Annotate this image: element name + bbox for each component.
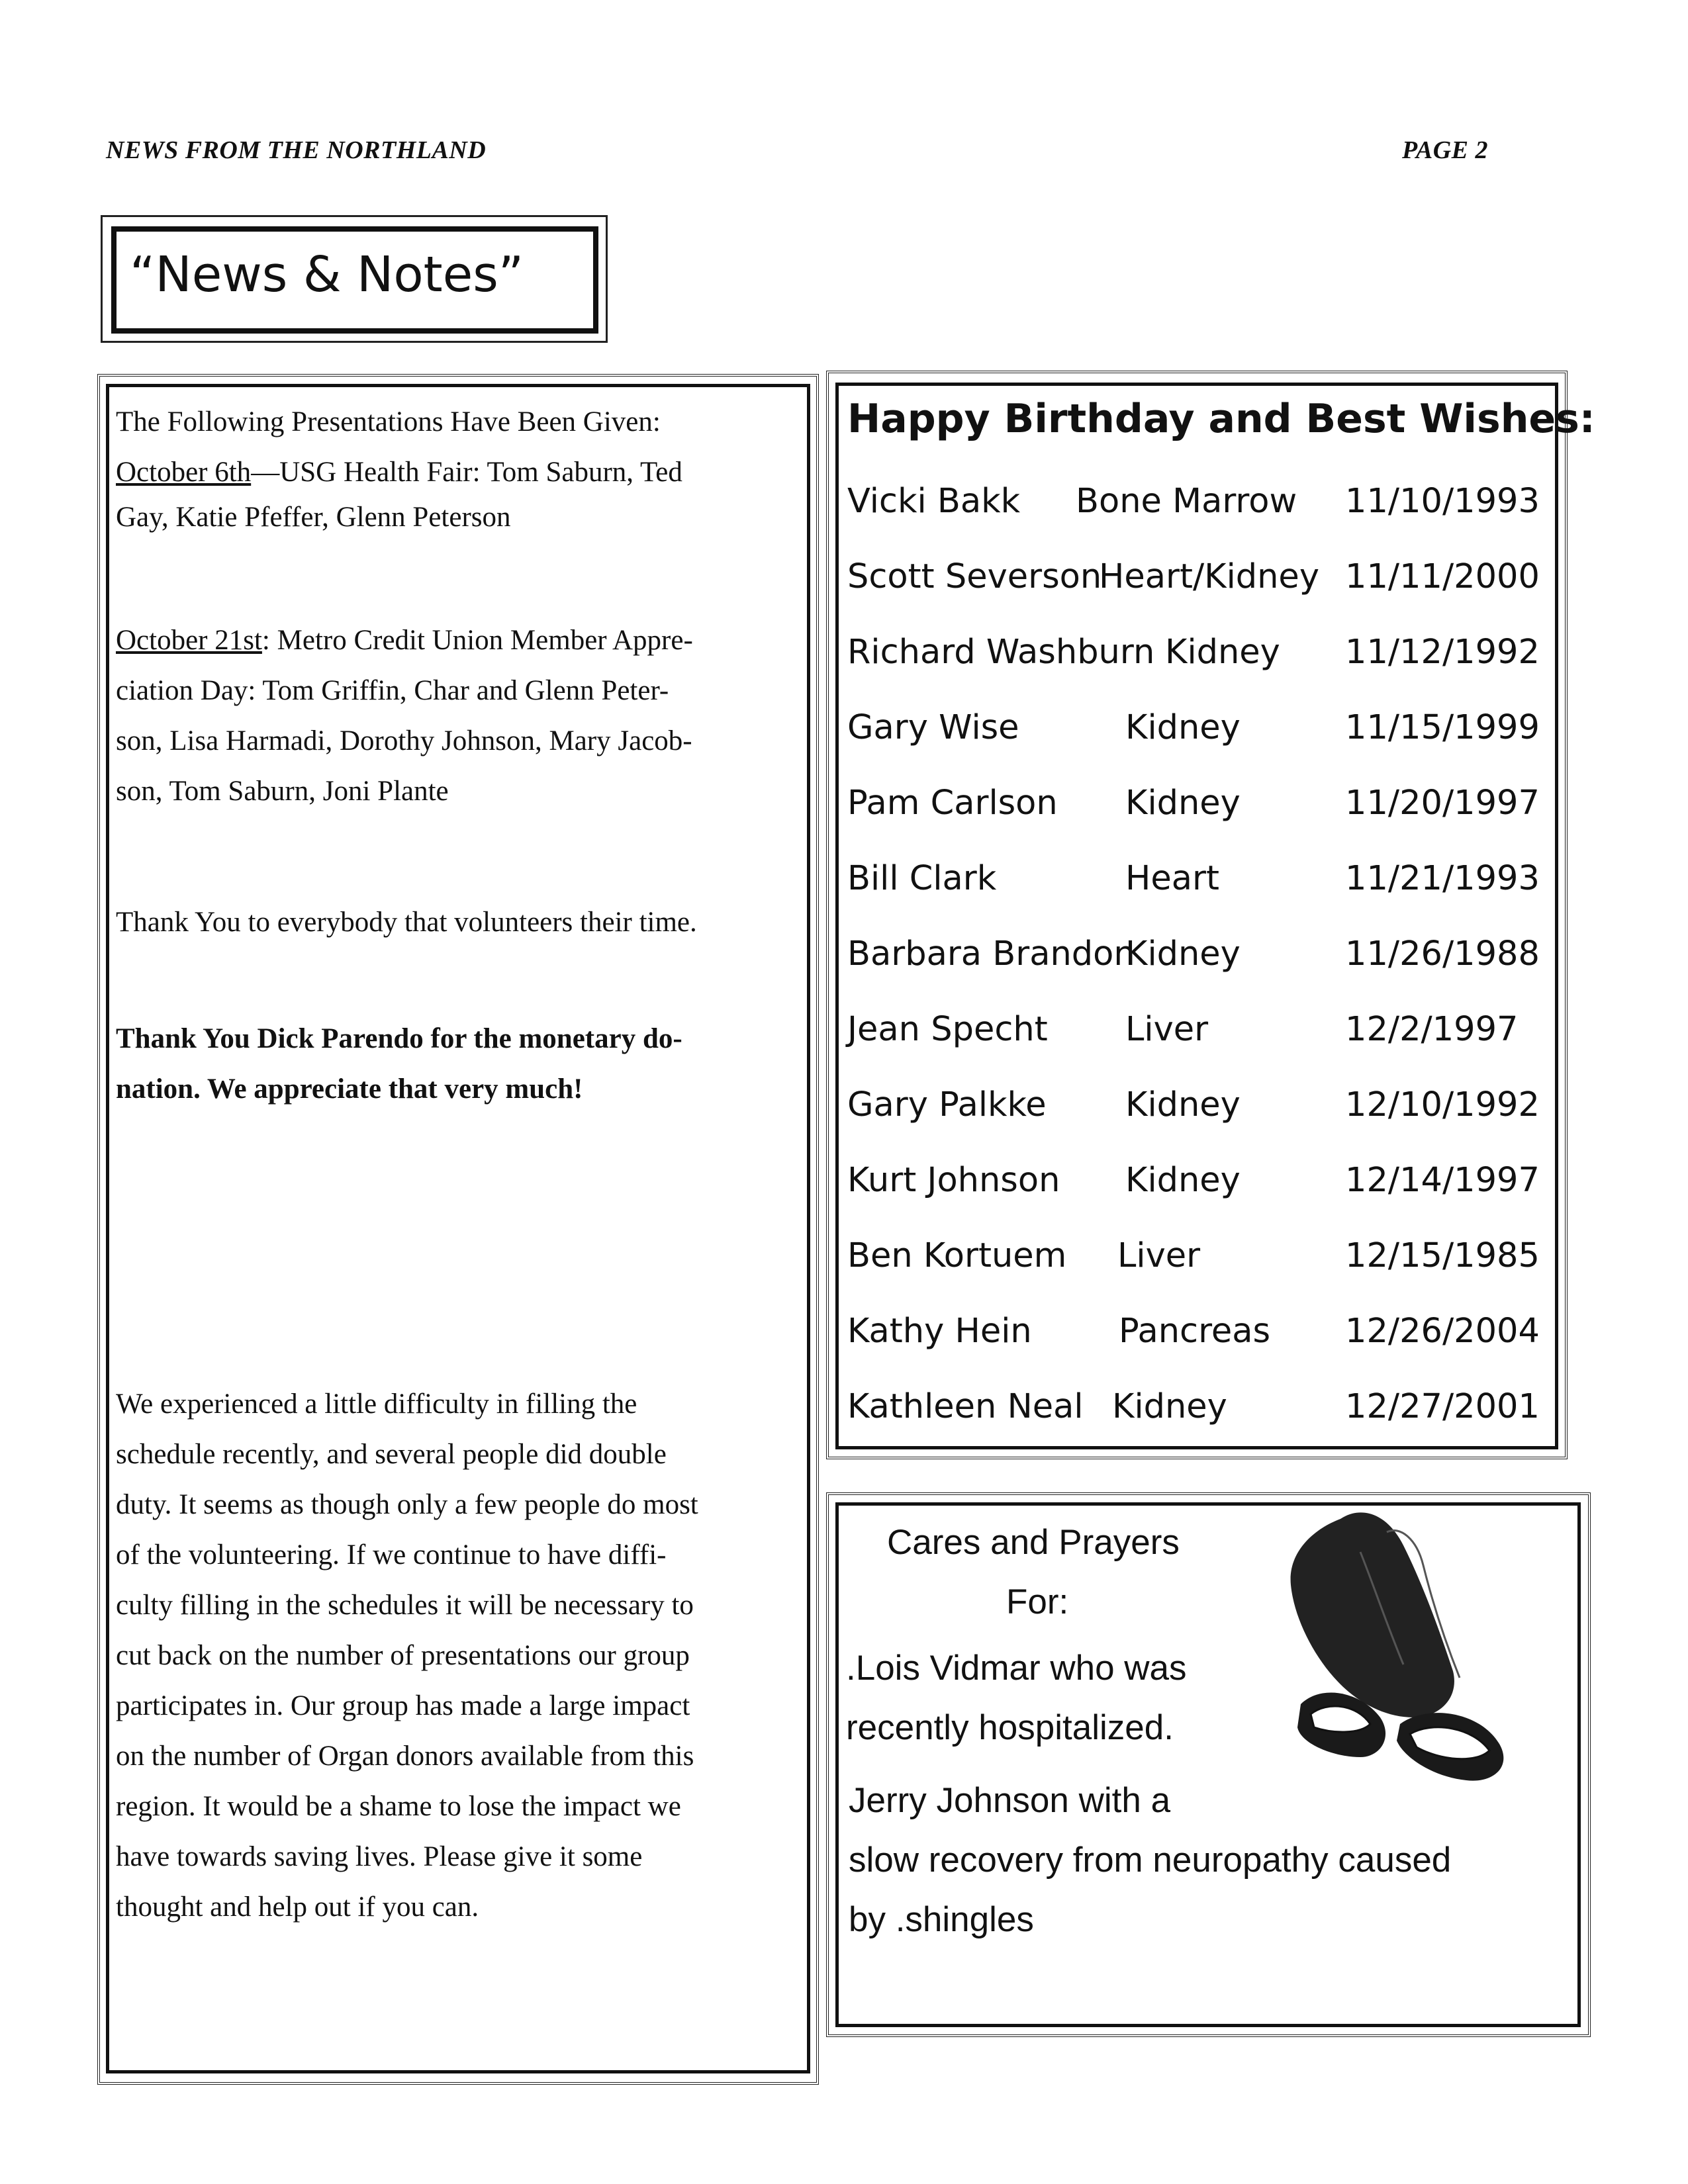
birthday-title: Happy Birthday and Best Wishes:: [847, 396, 1595, 442]
donation-thanks-2: nation. We appreciate that very much!: [116, 1073, 583, 1105]
praying-hands-icon: [1261, 1506, 1552, 1817]
birthday-name: Barbara Brandon: [847, 934, 1135, 974]
difficulty-line: have towards saving lives. Please give it some: [116, 1841, 643, 1872]
birthday-date: 11/26/1988: [1345, 934, 1540, 974]
birthday-organ: Kidney: [1125, 1085, 1241, 1124]
birthday-name: Scott Severson: [847, 557, 1102, 596]
birthday-name: Ben Kortuem: [847, 1236, 1067, 1275]
news-column: [116, 397, 804, 1933]
difficulty-line: on the number of Organ donors available from this: [116, 1741, 694, 1772]
presentations-intro: The Following Presentations Have Been Given:: [116, 406, 661, 437]
birthday-row: [847, 770, 1549, 837]
birthday-box-border: [835, 383, 1558, 1449]
presentation-date: October 21st: [116, 625, 262, 656]
birthday-organ: Kidney: [1125, 708, 1241, 747]
difficulty-line: region. It would be a shame to lose the impact we: [116, 1791, 681, 1822]
birthday-row: [847, 544, 1549, 610]
difficulty-line: thought and help out if you can.: [116, 1891, 479, 1923]
presentation-text: —USG Health Fair: Tom Saburn, Ted: [251, 457, 682, 488]
difficulty-line: duty. It seems as though only a few people do most: [116, 1489, 698, 1520]
birthday-date: 12/27/2001: [1345, 1387, 1540, 1426]
cares-item: Jerry Johnson with a: [849, 1781, 1171, 1820]
birthday-date: 12/10/1992: [1345, 1085, 1540, 1124]
birthday-date: 11/11/2000: [1345, 557, 1540, 596]
birthday-row: [847, 997, 1549, 1063]
cares-item: recently hospitalized.: [846, 1708, 1174, 1747]
page-number: PAGE 2: [1402, 136, 1489, 164]
birthday-date: 12/14/1997: [1345, 1161, 1540, 1200]
presentation-text: Gay, Katie Pfeffer, Glenn Peterson: [116, 502, 511, 533]
birthday-row: [847, 921, 1549, 987]
cares-title: Cares and Prayers: [887, 1523, 1180, 1562]
birthday-organ: Kidney: [1165, 633, 1280, 672]
cares-item: slow recovery from neuropathy caused: [849, 1841, 1452, 1880]
birthday-organ: Liver: [1117, 1236, 1201, 1275]
birthday-name: Gary Wise: [847, 708, 1019, 747]
birthday-organ: Kidney: [1112, 1387, 1227, 1426]
cares-item: .Lois Vidmar who was: [846, 1649, 1187, 1688]
birthday-organ: Kidney: [1125, 934, 1241, 974]
volunteer-thanks: Thank You to everybody that volunteers their time.: [116, 907, 697, 938]
birthday-row: [847, 619, 1549, 686]
presentation-date: October 6th: [116, 457, 252, 488]
birthday-name: Jean Specht: [847, 1010, 1048, 1049]
birthday-name: Richard Washburn: [847, 633, 1155, 672]
cares-item: by .shingles: [849, 1900, 1034, 1939]
birthday-organ: Heart/Kidney: [1099, 557, 1319, 596]
presentation-text: : Metro Credit Union Member Appre-: [261, 625, 693, 656]
cares-title-2: For:: [1006, 1582, 1069, 1621]
newsletter-name: NEWS FROM THE NORTHLAND: [106, 136, 487, 164]
birthday-row: [847, 469, 1549, 535]
birthday-name: Kathleen Neal: [847, 1387, 1084, 1426]
birthday-date: 11/10/1993: [1345, 482, 1540, 521]
birthday-row: [847, 1374, 1549, 1440]
birthday-name: Pam Carlson: [847, 784, 1058, 823]
birthday-organ: Kidney: [1125, 784, 1241, 823]
birthday-date: 11/15/1999: [1345, 708, 1540, 747]
birthday-organ: Heart: [1125, 859, 1219, 898]
presentation-text: son, Tom Saburn, Joni Plante: [116, 776, 449, 807]
birthday-name: Bill Clark: [847, 859, 997, 898]
section-title: “News & Notes”: [111, 226, 598, 334]
birthday-row: [847, 1223, 1549, 1289]
birthday-row: [847, 1148, 1549, 1214]
difficulty-line: schedule recently, and several people did double: [116, 1439, 667, 1470]
donation-thanks: Thank You Dick Parendo for the monetary do-: [116, 1023, 682, 1054]
birthday-row: [847, 1298, 1549, 1365]
birthday-name: Kathy Hein: [847, 1312, 1032, 1351]
birthday-date: 12/2/1997: [1345, 1010, 1519, 1049]
difficulty-line: of the volunteering. If we continue to have diffi-: [116, 1539, 667, 1570]
difficulty-line: cut back on the number of presentations our group: [116, 1640, 690, 1671]
birthday-organ: Pancreas: [1119, 1312, 1271, 1351]
difficulty-line: culty filling in the schedules it will be necessary to: [116, 1590, 694, 1621]
birthday-organ: Bone Marrow: [1076, 482, 1297, 521]
birthday-date: 11/12/1992: [1345, 633, 1540, 672]
birthday-date: 12/15/1985: [1345, 1236, 1540, 1275]
birthday-organ: Kidney: [1125, 1161, 1241, 1200]
birthday-date: 11/21/1993: [1345, 859, 1540, 898]
difficulty-line: We experienced a little difficulty in filling the: [116, 1388, 637, 1420]
birthday-name: Gary Palkke: [847, 1085, 1047, 1124]
presentation-text: ciation Day: Tom Griffin, Char and Glenn Peter-: [116, 675, 669, 706]
birthday-row: [847, 1072, 1549, 1138]
birthday-date: 11/20/1997: [1345, 784, 1540, 823]
birthday-name: Kurt Johnson: [847, 1161, 1060, 1200]
birthday-organ: Liver: [1125, 1010, 1209, 1049]
birthday-row: [847, 695, 1549, 761]
presentation-text: son, Lisa Harmadi, Dorothy Johnson, Mary Jacob-: [116, 725, 692, 756]
birthday-date: 12/26/2004: [1345, 1312, 1540, 1351]
birthday-row: [847, 846, 1549, 912]
presentation-oct6: [116, 447, 804, 498]
birthday-name: Vicki Bakk: [847, 482, 1021, 521]
difficulty-paragraph: [116, 1379, 804, 1933]
presentation-oct21: [116, 615, 804, 666]
difficulty-line: participates in. Our group has made a large impact: [116, 1690, 690, 1721]
